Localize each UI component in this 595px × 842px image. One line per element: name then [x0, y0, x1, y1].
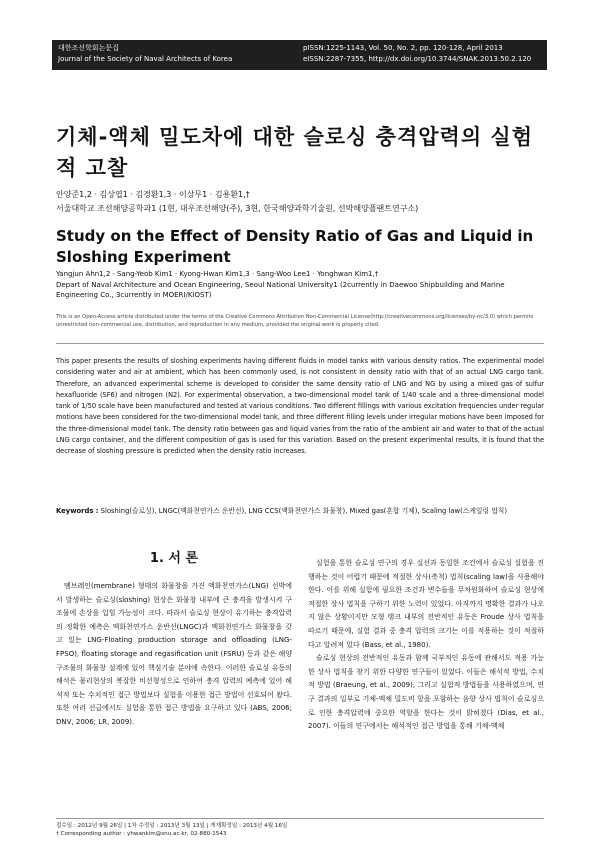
affiliation-english: Depart of Naval Architecture and Ocean Engineering, Seoul National University1 (2currently in Daewoo Shipbuilding and Marine Engineering Co., 3currently in MOERI/KIOST) [56, 280, 505, 299]
license-notice: This is an Open-Access article distributed under the terms of the Creative Commons Attribution Non-Commercial License(http://creativecommons.org/licenses/by-nc/3.0) which permits unrestricted non-commercial use, distribution, and reproduction in any medium, provided the original work is properly cited. [56, 314, 534, 328]
issn-info [303, 43, 543, 65]
paragraph: 슬로싱 현상의 전반적인 유동과 함께 국부적인 유동에 관해서도 적용 가능한 상사 법칙을 찾기 위한 다양한 연구들이 있었다. 이들은 해석적 방법, 수치적 방법 (Braeung, et al., 2009), 그리고 실험적 방법들을 사용하였으며, 연구 결과의 일부로 기체-액체 밀도비 항을 포함하는 음향 상사 법칙이 슬로싱으로 인한 충격압력에 중요한 역할을 한다는 것이 밝혀졌다 (Dias, et al., 2007). 이들의 연구에서는 해석적인 접근 방법을 통해 기체-액체 [308, 654, 544, 731]
divider-footnote [56, 818, 544, 819]
authors-english-block [56, 269, 546, 301]
footnote-dates: 접수일 : 2012년 9월 26일 | 1차 수정일 : 2013년 3월 13일 | 게재확정일 : 2013년 4월 16일 [56, 823, 288, 829]
body-column-left [56, 548, 292, 730]
affiliation-korean: 서울대학교 조선해양공학과1 (1현, 대우조선해양(주), 3현, 한국해양과학기술원, 선박해양플랜트연구소) [56, 204, 419, 213]
section-title-introduction: 1. 서 론 [149, 551, 199, 566]
authors-korean: 안양준1,2 · 김상엽1 · 김경환1,3 · 이상무1 · 김용환1,† [56, 190, 250, 199]
eissn: eISSN:2287-7355, http://dx.doi.org/10.3744/SNAK.2013.50.2.120 [303, 55, 532, 63]
paragraph: 실험을 통한 슬로싱 연구의 경우 실선과 동일한 조건에서 슬로싱 실험을 진행하는 것이 어렵기 때문에 적절한 상사(축척) 법칙(scaling law)을 사용해야 한다. 이를 위해 실험에 필요한 조건과 변수들을 무차원화하여 슬로싱 현상에 적절한 상사 법칙을 구하기 위한 노력이 있었다. 아직까지 명확한 결과가 나오지 않은 상황이지만 모형 탱크 내부의 전반적인 유동은 Froude 상사 법칙을 따르기 때문에, 실험 결과 중 충격 압력의 크기는 이를 적용하는 것이 적절하다고 알려져 있다 (Bass, et al., 1980). [308, 559, 544, 649]
footnote-author: † Corresponding author : yhwankim@snu.ac.kr, 02-880-1543 [56, 831, 227, 837]
keywords [56, 506, 544, 517]
journal-name [58, 43, 232, 65]
title-english: Study on the Effect of Density Ratio of Gas and Liquid in Sloshing Experiment [56, 227, 534, 266]
journal-name-en: Journal of the Society of Naval Architects of Korea [58, 55, 233, 63]
keywords-list: Sloshing(슬로싱), LNGC(액화천연가스 운반선), LNG CCS(액화천연가스 화물창), Mixed gas(혼합 기체), Scaling law(스케일링 법칙) [100, 507, 507, 515]
journal-name-ko: 대한조선학회논문집 [58, 44, 119, 52]
divider-top [56, 343, 544, 344]
title-korean: 기체-액체 밀도차에 대한 슬로싱 충격압력의 실험적 고찰 [56, 125, 533, 180]
authors-english: Yangjun Ahn1,2 · Sang-Yeob Kim1 · Kyong-Hwan Kim1,3 · Sang-Woo Lee1 · Yonghwan Kim1,† [56, 270, 379, 278]
keywords-label: Keywords : [56, 507, 99, 515]
footnote [56, 822, 544, 838]
paragraph: 멤브레인(membrane) 형태의 화물창을 가진 액화천연가스(LNG) 선박에서 발생하는 슬로싱(sloshing) 현상은 화물창 내부에 큰 충격을 발생시켜 구조물에 손상을 입힐 가능성이 크다. 따라서 슬로싱 현상이 유기하는 충격압력의 정확한 예측은 액화천연가스 운반선(LNGC)과 액화천연가스 화물창을 갖고 있는 LNG-Floating production storage and offloading (LNG-FPSO), floating storage and regasification unit (FSRU) 등과 같은 해양구조물의 화물창 설계에 있어 핵심기술 분야에 속한다. 이러한 슬로싱 유동의 해석은 물리현상의 복잡한 비선형성으로 인하여 충격 압력의 예측에 있어 해석적 또는 수치적인 접근 방법보다 실험을 이용한 접근 방법이 선호되어 왔다. 또한 여러 선급에서도 실험을 통한 접근 방법을 요구하고 있다 (ABS, 2006; DNV, 2006; LR, 2009). [56, 582, 292, 726]
body-column-right [308, 557, 544, 734]
authors-korean-block [56, 188, 546, 216]
pissn: pISSN:1225-1143, Vol. 50, No. 2, pp. 120-128, April 2013 [303, 44, 503, 52]
journal-header [0, 0, 595, 75]
abstract: This paper presents the results of sloshing experiments having different fluids in model tanks with various density ratios. The experimental model considering water and air at ambient, which has been commonly used, is not consistent in density ratio with that of an actual LNG cargo tank. Therefore, an advanced experimental scheme is developed to consider the same density ratio of LNG and NG by using a mixed gas of sulfur hexafluoride (SF6) and nitrogen (N2). For experimental observation, a two-dimensional model tank of 1/40 scale and a three-dimensional model tank of 1/50 scale have been manufactured and tested at various conditions. Two different fillings with various excitation frequencies under regular motions have been considered for the two-dimensional model tank, and three different filling levels under irregular motions have been imposed for the three-dimensional model tank. The density ratio between gas and liquid varies from the ratio of the ambient air and water to that of the actual LNG cargo container, and the different composition of gas is used for this variation. Based on the present experimental results, it is found that the decrease of sloshing pressure is predicted when the density ratio increases. [56, 357, 544, 456]
